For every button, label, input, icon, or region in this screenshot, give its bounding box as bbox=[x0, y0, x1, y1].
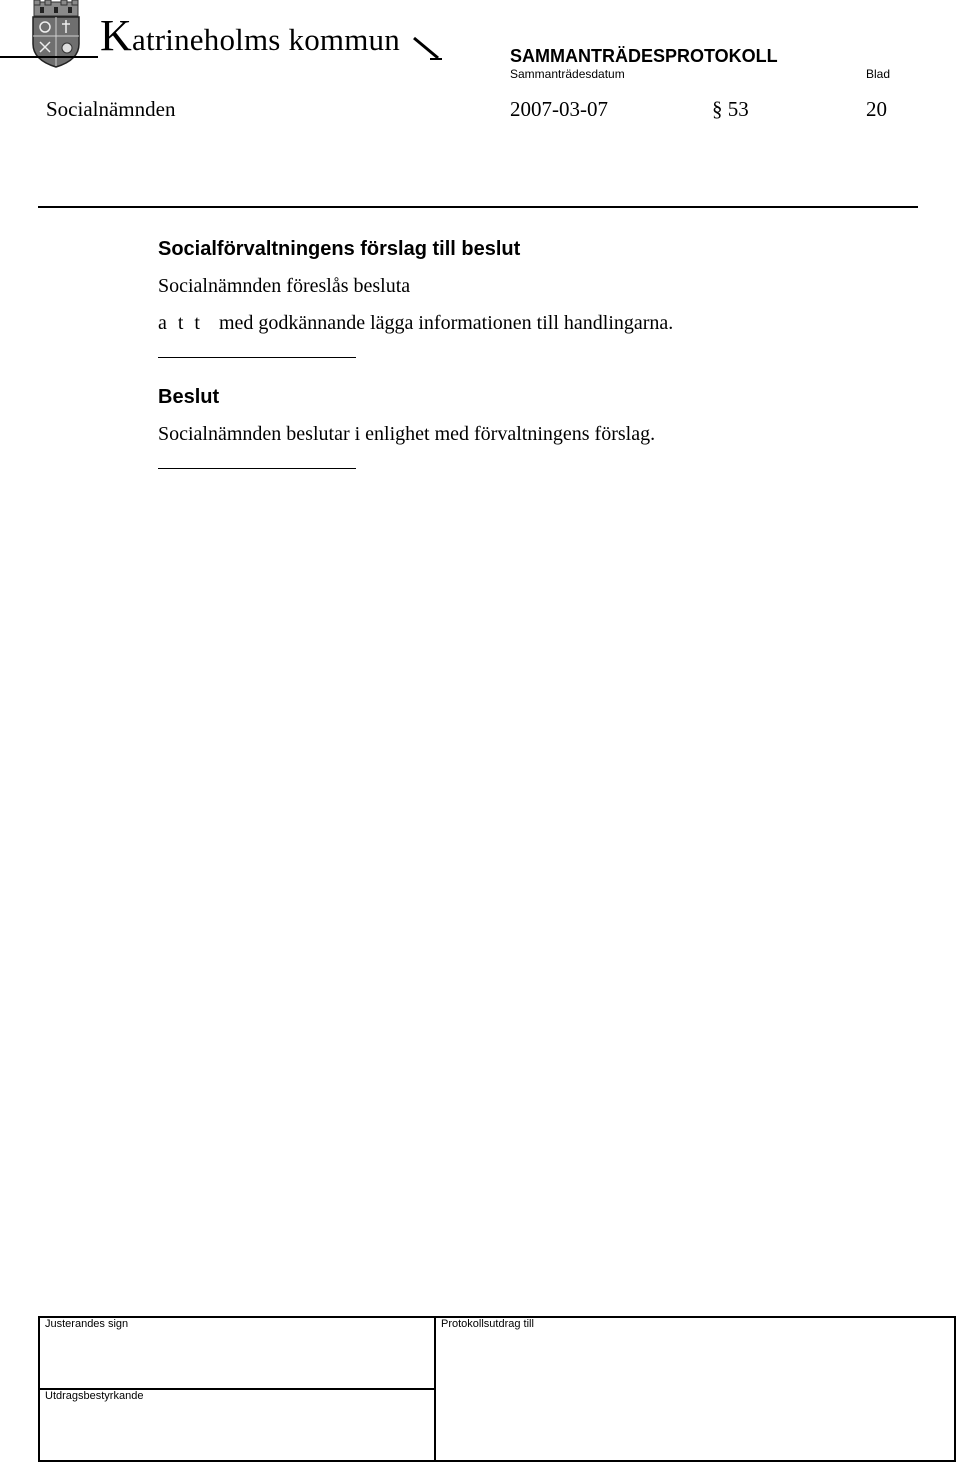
page-number: 20 bbox=[866, 97, 887, 121]
document-type-title: SAMMANTRÄDESPROTOKOLL bbox=[510, 46, 778, 66]
header-divider bbox=[38, 206, 918, 208]
section-end-rule bbox=[158, 357, 356, 358]
meeting-date: 2007-03-07 bbox=[510, 97, 608, 121]
municipality-name-rest: atrineholms kommun bbox=[131, 22, 400, 57]
att-label: a t t bbox=[158, 312, 203, 334]
page-label: Blad bbox=[866, 67, 891, 81]
section-number-value: 53 bbox=[727, 97, 749, 121]
committee-name: Socialnämnden bbox=[46, 97, 176, 121]
section-end-rule bbox=[158, 468, 356, 469]
brand-slash-mark bbox=[412, 36, 442, 62]
certification-label: Utdragsbestyrkande bbox=[45, 1390, 144, 1402]
section-symbol: § bbox=[712, 97, 723, 121]
section-number bbox=[712, 97, 749, 122]
proposal-att-text: med godkännande lägga informationen till handlingarna. bbox=[219, 312, 674, 334]
proposal-intro: Socialnämnden föreslås besluta bbox=[158, 275, 411, 297]
municipality-name-initial: K bbox=[100, 11, 132, 60]
adjuster-sign-label: Justerandes sign bbox=[45, 1318, 129, 1330]
extract-to-label: Protokollsutdrag till bbox=[441, 1318, 534, 1330]
header-left-rule bbox=[0, 56, 98, 58]
decision-text: Socialnämnden beslutar i enlighet med förvaltningens förslag. bbox=[158, 423, 656, 445]
decision-heading: Beslut bbox=[158, 386, 220, 408]
proposal-heading: Socialförvaltningens förslag till beslut bbox=[158, 238, 521, 260]
meeting-date-label: Sammanträdesdatum bbox=[510, 67, 625, 81]
municipality-name bbox=[100, 11, 400, 60]
